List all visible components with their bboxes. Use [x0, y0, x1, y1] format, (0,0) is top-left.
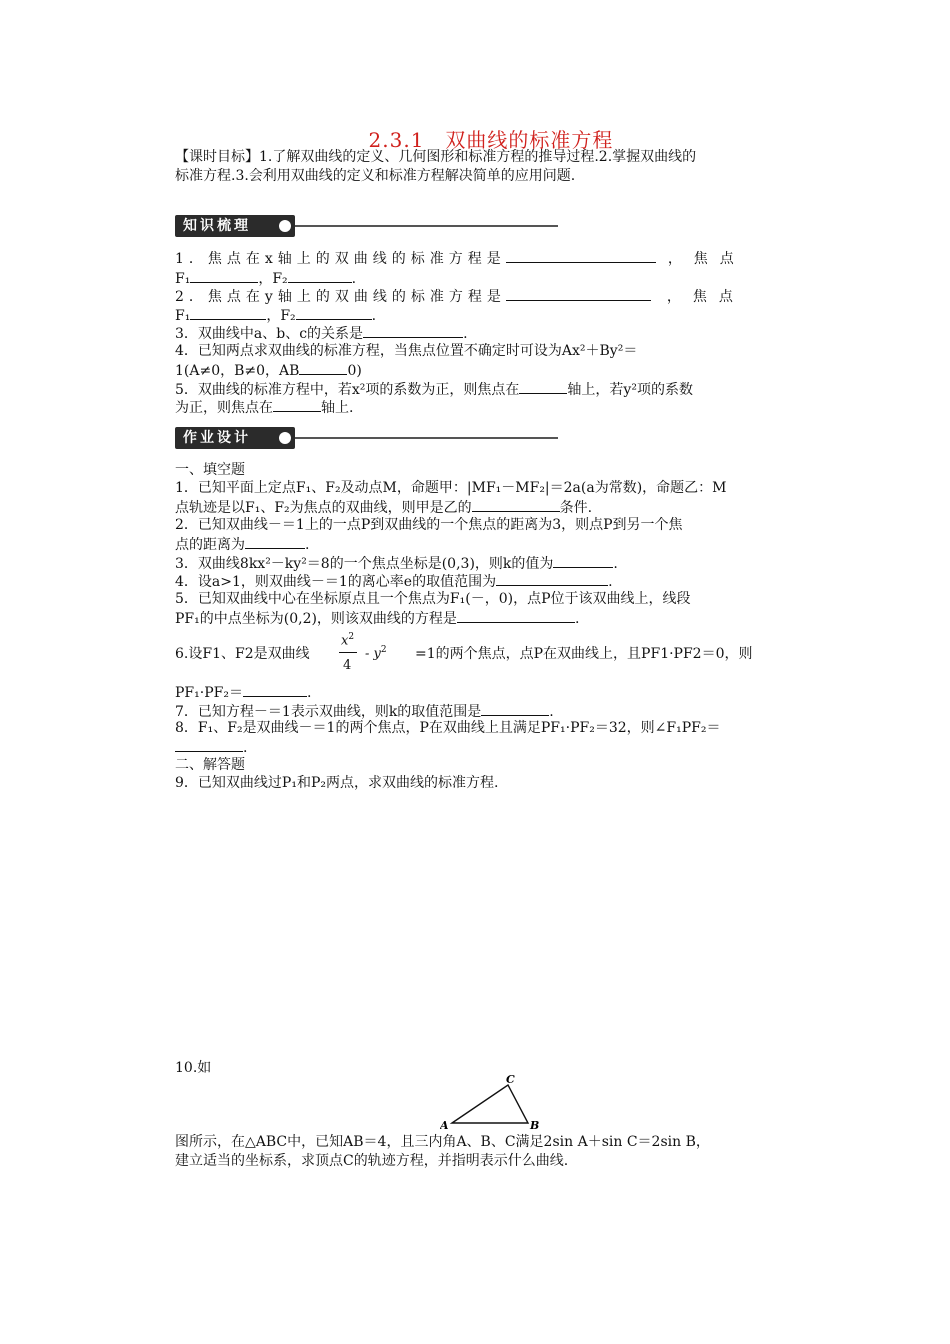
answer-blank[interactable] — [506, 286, 651, 301]
question-7: 7．已知方程－＝1表示双曲线，则k的取值范围是 . — [175, 701, 807, 722]
question-6-cont: PF₁·PF₂＝ . — [175, 682, 807, 703]
knowledge-item-2-foci: F₁ ，F₂ . — [175, 305, 807, 326]
part-heading-fill-in: 一、填空题 — [175, 462, 245, 478]
question-2: 2．已知双曲线－＝1上的一点P到双曲线的一个焦点的距离为3，则点P到另一个焦 — [175, 517, 683, 533]
vertex-label-c: C — [506, 1075, 515, 1086]
answer-blank[interactable] — [363, 323, 463, 338]
knowledge-item-3: 3．双曲线中a、b、c的关系是 . — [175, 323, 807, 344]
answer-blank[interactable] — [472, 497, 560, 512]
section-label: 作业设计 — [175, 427, 295, 449]
question-4: 4．设a>1，则双曲线－＝1的离心率e的取值范围为 . — [175, 571, 807, 592]
course-goal-text: 1.了解双曲线的定义、几何图形和标准方程的推导过程.2.掌握双曲线的 — [259, 149, 697, 165]
question-1: 1．已知平面上定点F₁、F₂及动点M，命题甲：|MF₁－MF₂|＝2a(a为常数)，命题乙：M — [175, 480, 727, 496]
triangle-shape — [452, 1085, 528, 1123]
knowledge-item-2: 2．焦点在y轴上的双曲线的标准方程是 ，焦点 — [175, 286, 807, 307]
vertex-label-a: A — [440, 1119, 449, 1132]
knowledge-item-4: 4．已知两点求双曲线的标准方程，当焦点位置不确定时可设为Ax²＋By²＝ — [175, 343, 638, 359]
question-1-cont: 点轨迹是以F₁、F₂为焦点的双曲线，则甲是乙的 条件. — [175, 497, 807, 518]
answer-blank[interactable] — [553, 553, 613, 568]
answer-blank[interactable] — [506, 248, 656, 263]
question-8: 8．F₁、F₂是双曲线－＝1的两个焦点，P在双曲线上且满足PF₁·PF₂＝32，则∠F₁PF₂＝ — [175, 720, 721, 736]
answer-blank[interactable] — [288, 268, 352, 283]
question-8-cont: . — [175, 737, 807, 758]
course-goal-label: 【课时目标】 — [175, 149, 259, 165]
answer-blank[interactable] — [190, 305, 266, 320]
question-10: 10.如 — [175, 1060, 212, 1076]
knowledge-item-1-foci: F₁ ，F₂ . — [175, 268, 807, 289]
answer-blank[interactable] — [519, 379, 567, 394]
knowledge-item-4-cont: 1(A≠0，B≠0，AB 0) — [175, 360, 807, 381]
answer-blank[interactable] — [190, 268, 258, 283]
bullet-dot-icon — [279, 220, 291, 232]
answer-blank[interactable] — [481, 701, 549, 716]
answer-blank[interactable] — [496, 571, 608, 586]
answer-blank[interactable] — [245, 534, 305, 549]
knowledge-item-1: 1．焦点在x轴上的双曲线的标准方程是 ，焦点 — [175, 248, 807, 269]
question-6: 6.设F1、F2是双曲线 — [175, 646, 310, 662]
question-5-cont: PF₁的中点坐标为(0,2)，则该双曲线的方程是 . — [175, 608, 807, 629]
part-heading-solve: 二、解答题 — [175, 757, 245, 773]
section-label: 知识梳理 — [175, 215, 295, 237]
question-9: 9．已知双曲线过P₁和P₂两点，求双曲线的标准方程. — [175, 775, 499, 791]
page-title: 2.3.1 双曲线的标准方程 — [368, 128, 614, 152]
answer-blank[interactable] — [243, 682, 307, 697]
course-goal-line-1 — [175, 148, 807, 167]
question-6-text: =1的两个焦点，点P在双曲线上，且PF1·PF2＝0，则 — [415, 646, 753, 662]
answer-blank[interactable] — [273, 397, 321, 412]
fraction-denominator: 4 — [343, 658, 352, 673]
answer-blank[interactable] — [175, 737, 243, 752]
answer-blank[interactable] — [457, 608, 575, 623]
question-5: 5．已知双曲线中心在坐标原点且一个焦点为F₁(－，0)，点P位于该双曲线上，线段 — [175, 591, 691, 607]
equation-y-term: - $y^2$ — [365, 645, 387, 662]
knowledge-item-5-cont: 为正，则焦点在 轴上. — [175, 397, 807, 418]
vertex-label-b: B — [530, 1119, 540, 1132]
section-rule — [295, 437, 558, 439]
triangle-abc-figure — [440, 1075, 550, 1133]
question-10-body-cont: 建立适当的坐标系，求顶点C的轨迹方程，并指明表示什么曲线. — [175, 1153, 569, 1169]
answer-blank[interactable] — [296, 305, 372, 320]
answer-blank[interactable] — [299, 360, 347, 375]
bullet-dot-icon — [279, 432, 291, 444]
course-goal-line-2: 标准方程.3.会利用双曲线的定义和标准方程解决简单的应用问题. — [175, 168, 576, 184]
knowledge-item-5: 5．双曲线的标准方程中，若x²项的系数为正，则焦点在 轴上，若y²项的系数 — [175, 379, 807, 400]
question-10-body: 图所示，在△ABC中，已知AB＝4，且三内角A、B、C满足2sin A＋sin C＝2sin B， — [175, 1134, 710, 1150]
fraction-bar — [339, 652, 357, 653]
question-3: 3．双曲线8kx²－ky²＝8的一个焦点坐标是(0,3)，则k的值为 . — [175, 553, 807, 574]
section-rule — [295, 225, 558, 227]
fraction-x2-over-4: $x^2$ — [341, 632, 355, 649]
question-2-cont: 点的距离为 . — [175, 534, 807, 555]
